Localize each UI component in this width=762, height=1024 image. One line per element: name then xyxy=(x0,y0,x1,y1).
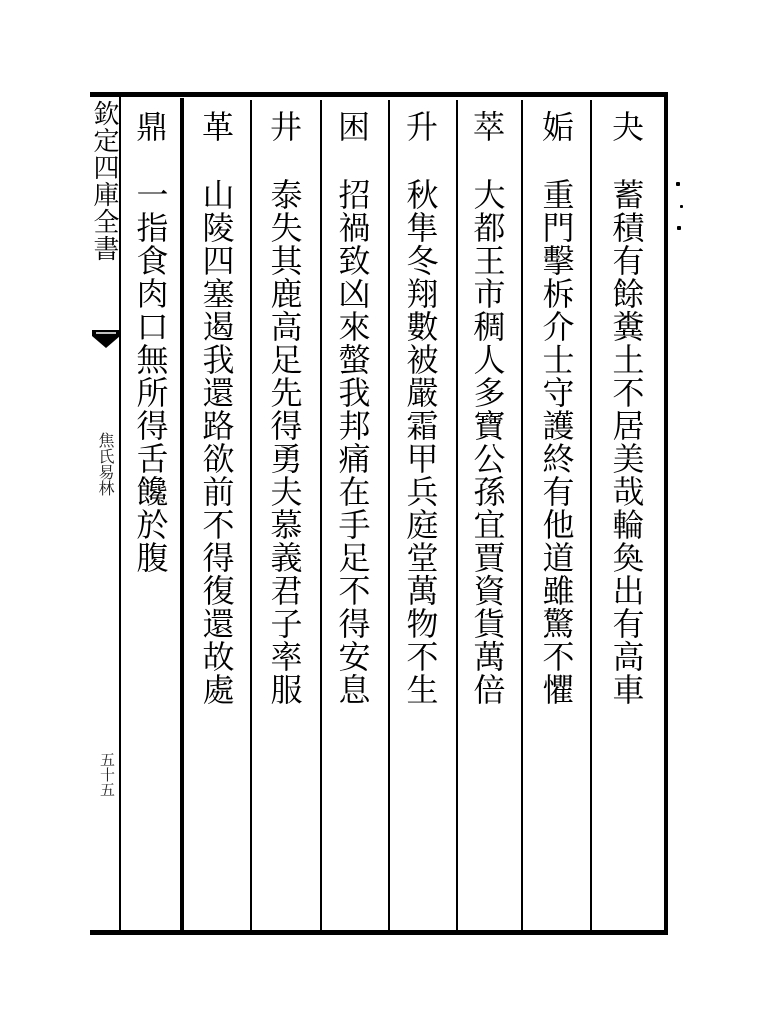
scan-speck xyxy=(677,226,681,230)
page-frame xyxy=(90,92,668,934)
verse-text: 重門擊柝介士守護終有他道雖驚不懼 xyxy=(537,178,576,706)
hexagram-name: 萃 xyxy=(468,110,506,142)
verse-text: 秋隼冬翔數被嚴霜甲兵庭堂萬物不生 xyxy=(401,178,440,706)
scan-speck xyxy=(676,182,680,186)
hexagram-name: 夬 xyxy=(607,110,645,142)
verse-text: 泰失其鹿高足先得勇夫慕義君子率服 xyxy=(265,178,304,706)
frame-left-line xyxy=(180,98,184,934)
column-divider xyxy=(456,100,458,932)
frame-bottom-line xyxy=(90,930,668,935)
verse-column xyxy=(332,110,372,706)
verse-text: 山陵四塞遏我還路欲前不得復還故處 xyxy=(197,178,236,706)
verse-text: 一指食肉口無所得舌饞於腹 xyxy=(131,178,170,574)
margin-page-number: 五十五 xyxy=(98,752,116,797)
verse-column xyxy=(467,110,507,706)
column-divider xyxy=(320,100,322,932)
column-divider xyxy=(521,100,523,932)
scan-speck xyxy=(680,205,683,208)
margin-collection-title: 欽定四庫全書 xyxy=(89,100,119,262)
hexagram-name: 革 xyxy=(197,110,235,142)
verse-column xyxy=(400,110,440,706)
hexagram-name: 困 xyxy=(333,110,371,142)
fishtail-mark-icon xyxy=(92,330,120,350)
column-divider xyxy=(388,100,390,932)
verse-text: 招禍致凶來螫我邦痛在手足不得安息 xyxy=(333,178,372,706)
hexagram-name: 升 xyxy=(401,110,439,142)
column-divider xyxy=(590,100,592,932)
verse-column xyxy=(536,110,576,706)
verse-text: 大都王市稠人多寶公孫宜賈資貨萬倍 xyxy=(468,178,507,706)
verse-column xyxy=(606,110,646,706)
hexagram-name: 姤 xyxy=(537,110,575,142)
verse-column xyxy=(196,110,236,706)
verse-column xyxy=(130,110,170,574)
hexagram-name: 井 xyxy=(265,110,303,142)
hexagram-name: 鼎 xyxy=(131,110,169,142)
margin-book-title: 焦氏易林 xyxy=(96,432,115,496)
verse-column xyxy=(264,110,304,706)
column-divider xyxy=(250,100,252,932)
verse-text: 蓄積有餘糞土不居美哉輪奐出有高車 xyxy=(607,178,646,706)
